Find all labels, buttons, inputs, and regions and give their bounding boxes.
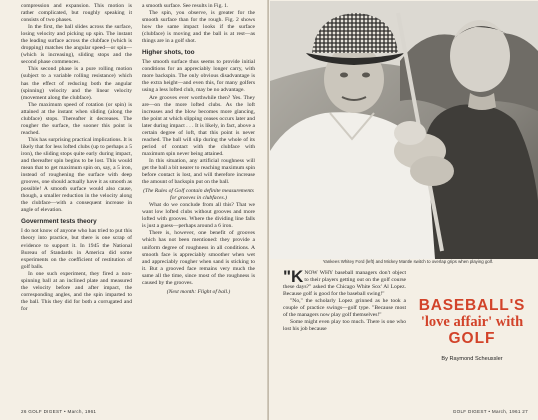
body-paragraph: The maximum speed of rotation (or spin) is attained at the instant when sliding (along the clubface) stops. Thereafter it decreases. The rougher the surface, the sooner this point is reached. bbox=[21, 101, 132, 136]
byline: By Raymond Scheussler bbox=[441, 356, 503, 362]
drop-cap: "K bbox=[283, 267, 304, 286]
body-paragraph: In this situation, any artificial roughness will get the ball a bit nearer to reaching maximum spin before contact is lost, and will therefore increase the amount of backspin put on the ball. bbox=[142, 157, 255, 186]
headline-line-2: 'love affair' with bbox=[420, 314, 524, 330]
section-heading: Higher shots, too bbox=[142, 49, 195, 57]
article-headline bbox=[416, 297, 528, 347]
body-paragraph: This second phase is a pure rolling motion (subject to a variable rolling resistance) which has the effect of reducing both the angular (spinning) velocity and the linear velocity (movement along the clubface). bbox=[21, 66, 132, 101]
lead-text: NOW WHY baseball managers don't object to their players getting out on the golf course these days?" asked the Chicago White Sox' Al Lopez. Because golf is good for the baseball swing!" bbox=[283, 270, 406, 298]
players-photo-illustration bbox=[270, 1, 538, 259]
section-heading: Government tests theory bbox=[21, 218, 97, 226]
continued-note: (Next month: Flight of ball.) bbox=[166, 288, 231, 295]
players-photo bbox=[270, 1, 538, 259]
article-lead bbox=[283, 267, 406, 298]
rules-note: (The Rules of Golf contain definite measurements for grooves in clubfaces.) bbox=[143, 188, 254, 202]
headline-line-1: BASEBALL'S bbox=[418, 297, 526, 314]
body-paragraph: The smooth surface thus seems to provide initial conditions for an appreciably longer carry, with more backspin. The only obvious disadvantage is the extra height—and even this, for many golfers using a less lofted club, may be no advantage. bbox=[142, 59, 255, 94]
body-paragraph: What do we conclude from all this? That we want low lofted clubs without grooves and more lofted with grooves. Where the dividing line falls is just a guess—perhaps around a 6 iron. bbox=[142, 202, 255, 230]
left-column-2 bbox=[142, 3, 255, 296]
page-folio-left: 26 GOLF DIGEST • March, 1961 bbox=[21, 409, 97, 414]
body-paragraph: There is, however, one benefit of grooves which has not been mentioned: they provide a uniform degree of roughness in all conditions. A smooth face is appreciably smoother when wet and appreciably rougher when sand is sticking to it. But a grooved face remains very much the same all the time, since most of the roughness is caused by the grooves. bbox=[142, 230, 255, 286]
page-folio-right: GOLF DIGEST • March, 1961 27 bbox=[452, 409, 528, 414]
body-paragraph: compression and expansion. This motion is rather complicated, but roughly speaking it consists of two phases. bbox=[21, 3, 132, 24]
body-paragraph: The spin, you observe, is greater for the smooth surface than for the rough. Fig. 2 shows how the same impact looks if the surface (clubface) is moving and the ball is at rest—as things are in a golf shot. bbox=[142, 10, 255, 45]
body-paragraph: In one such experiment, they fired a non-spinning ball at an inclined plate and measured the velocity before and after impact, the corresponding angles, and the spin imparted to the ball. This they did for both a corrugated and for bbox=[21, 270, 132, 312]
body-paragraph: "No," the scholarly Lopez grinned as he took a couple of practice swings—golf type. "Because most of the managers now play golf themselves!" bbox=[283, 298, 406, 319]
body-paragraph: Are grooves ever worthwhile then? Yes. They are—on the more lofted clubs. As the loft increases and the blow becomes more glancing, the point at which slipping ceases occurs later and later during impact . . . It is likely, in fact, above a certain degree of loft, that this point is never reached. The ball will slip during the whole of its period of contact with the clubface with maximum spin never being attained. bbox=[142, 94, 255, 157]
article-column bbox=[283, 267, 406, 333]
left-page bbox=[0, 0, 268, 420]
body-paragraph: In the first, the ball slides across the surface, losing velocity and picking up spin. The instant the leading surface across the clubface (which is dropping) matches the angular speed—or spin—(which is increasing), sliding stops and the second phase commences. bbox=[21, 24, 132, 66]
photo-caption: Yankees Whitey Ford (left) and Mickey Mantle switch to overlap grips when playing golf. bbox=[322, 259, 494, 264]
headline-line-3: GOLF bbox=[448, 330, 496, 347]
body-paragraph: I do not know of anyone who has tried to put this theory into practice, but there is one scrap of evidence to support it. In 1945 the National Bureau of Standards in America did some experiments on the coefficient of restitution of golf balls. bbox=[21, 228, 132, 270]
body-paragraph: This has surprising practical implications. It is likely that for less lofted clubs (up to perhaps a 5 iron), the sliding stops quite early during impact, and thereafter spin begins to be lost. This would mean that to get maximum spin on, say, a 5 iron, instead of roughening the surface with deep grooves, one should actually have it as smooth as possible! A smooth surface would also cause, though, a smaller reduction in the velocity along the clubface—with a consequent increase in angle of elevation. bbox=[21, 136, 132, 214]
body-paragraph: Some might even play too much. There is one who lost his job because bbox=[283, 319, 406, 333]
left-column-1 bbox=[21, 3, 132, 313]
body-paragraph: a smooth surface. See results in Fig. 1. bbox=[142, 3, 229, 9]
